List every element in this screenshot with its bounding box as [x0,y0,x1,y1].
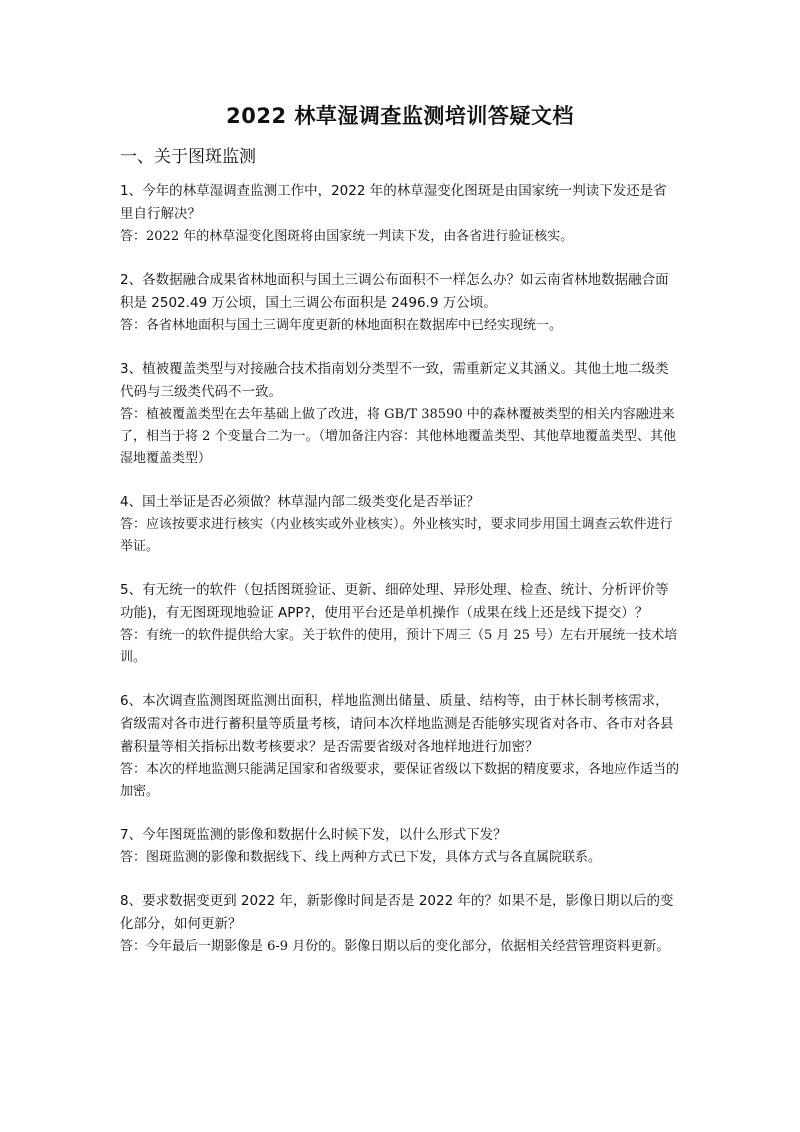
question-text: 2、各数据融合成果省林地面积与国土三调公布面积不一样怎么办？如云南省林地数据融合面积是 2502.49 万公顷，国土三调公布面积是 2496.9 万公顷。 [120,272,669,311]
answer-text: 答：应该按要求进行核实（内业核实或外业核实）。外业核实时，要求同步用国土调查云软件进行举证。 [120,517,673,554]
answer-text: 答：植被覆盖类型在去年基础上做了改进，将 GB/T 38590 中的森林覆被类型的相关内容融进来了，相当于将 2 个变量合二为一。（增加备注内容：其他林地覆盖类型、其他草地覆盖类型、其他湿地覆盖类型） [120,407,677,466]
qa-item-1 [120,180,680,248]
qa-item-3 [120,358,680,470]
answer-text: 答：图斑监测的影像和数据线下、线上两种方式已下发，具体方式与各直属院联系。 [120,850,602,865]
question-text: 5、有无统一的软件（包括图斑验证、更新、细碎处理、异形处理、检查、统计、分析评价等功能)，有无图斑现地验证 APP?，使用平台还是单机操作（成果在线上还是线下提交）？ [120,582,669,621]
qa-item-8 [120,890,680,958]
document-title: 2022 林草湿调查监测培训答疑文档 [226,104,574,128]
qa-item-4 [120,491,680,558]
qa-item-6 [120,690,680,803]
section-heading: 一、关于图斑监测 [120,147,256,167]
question-text: 7、今年图斑监测的影像和数据什么时候下发，以什么形式下发？ [120,827,507,843]
answer-text: 答：2022 年的林草湿变化图斑将由国家统一判读下发，由各省进行验证核实。 [120,229,574,244]
question-text: 6、本次调查监测图斑监测出面积，样地监测出储量、质量、结构等，由于林长制考核需求，省级需对各市进行蓄积量等质量考核，请问本次样地监测是否能够实现省对各市、各市对各县蓄积量等相关指标出数考核要求？是否需要省级对各地样地进行加密？ [120,693,674,755]
qa-item-7 [120,824,680,869]
qa-item-5 [120,579,680,669]
answer-text: 答：本次的样地监测只能满足国家和省级要求，要保证省级以下数据的精度要求，各地应作适当的加密。 [120,762,680,799]
question-text: 3、植被覆盖类型与对接融合技术指南划分类型不一致，需重新定义其涵义。其他土地二级类代码与三级类代码不一致。 [120,361,669,400]
question-text: 4、国土举证是否必须做？林草湿内部二级类变化是否举证？ [120,494,480,510]
answer-text: 答：有统一的软件提供给大家。关于软件的使用，预计下周三（5 月 25 号）左右开展统一技术培训。 [120,628,678,665]
answer-text: 答：今年最后一期影像是 6-9 月份的。影像日期以后的变化部分，依据相关经营管理资料更新。 [120,939,670,954]
qa-item-2 [120,269,680,337]
answer-text: 答：各省林地面积与国土三调年度更新的林地面积在数据库中已经实现统一。 [120,318,563,333]
question-text: 1、今年的林草湿调查监测工作中，2022 年的林草湿变化图斑是由国家统一判读下发还是省里自行解决？ [120,183,667,222]
question-text: 8、要求数据变更到 2022 年，新影像时间是否是 2022 年的？如果不是，影像日期以后的变化部分，如何更新？ [120,893,674,932]
